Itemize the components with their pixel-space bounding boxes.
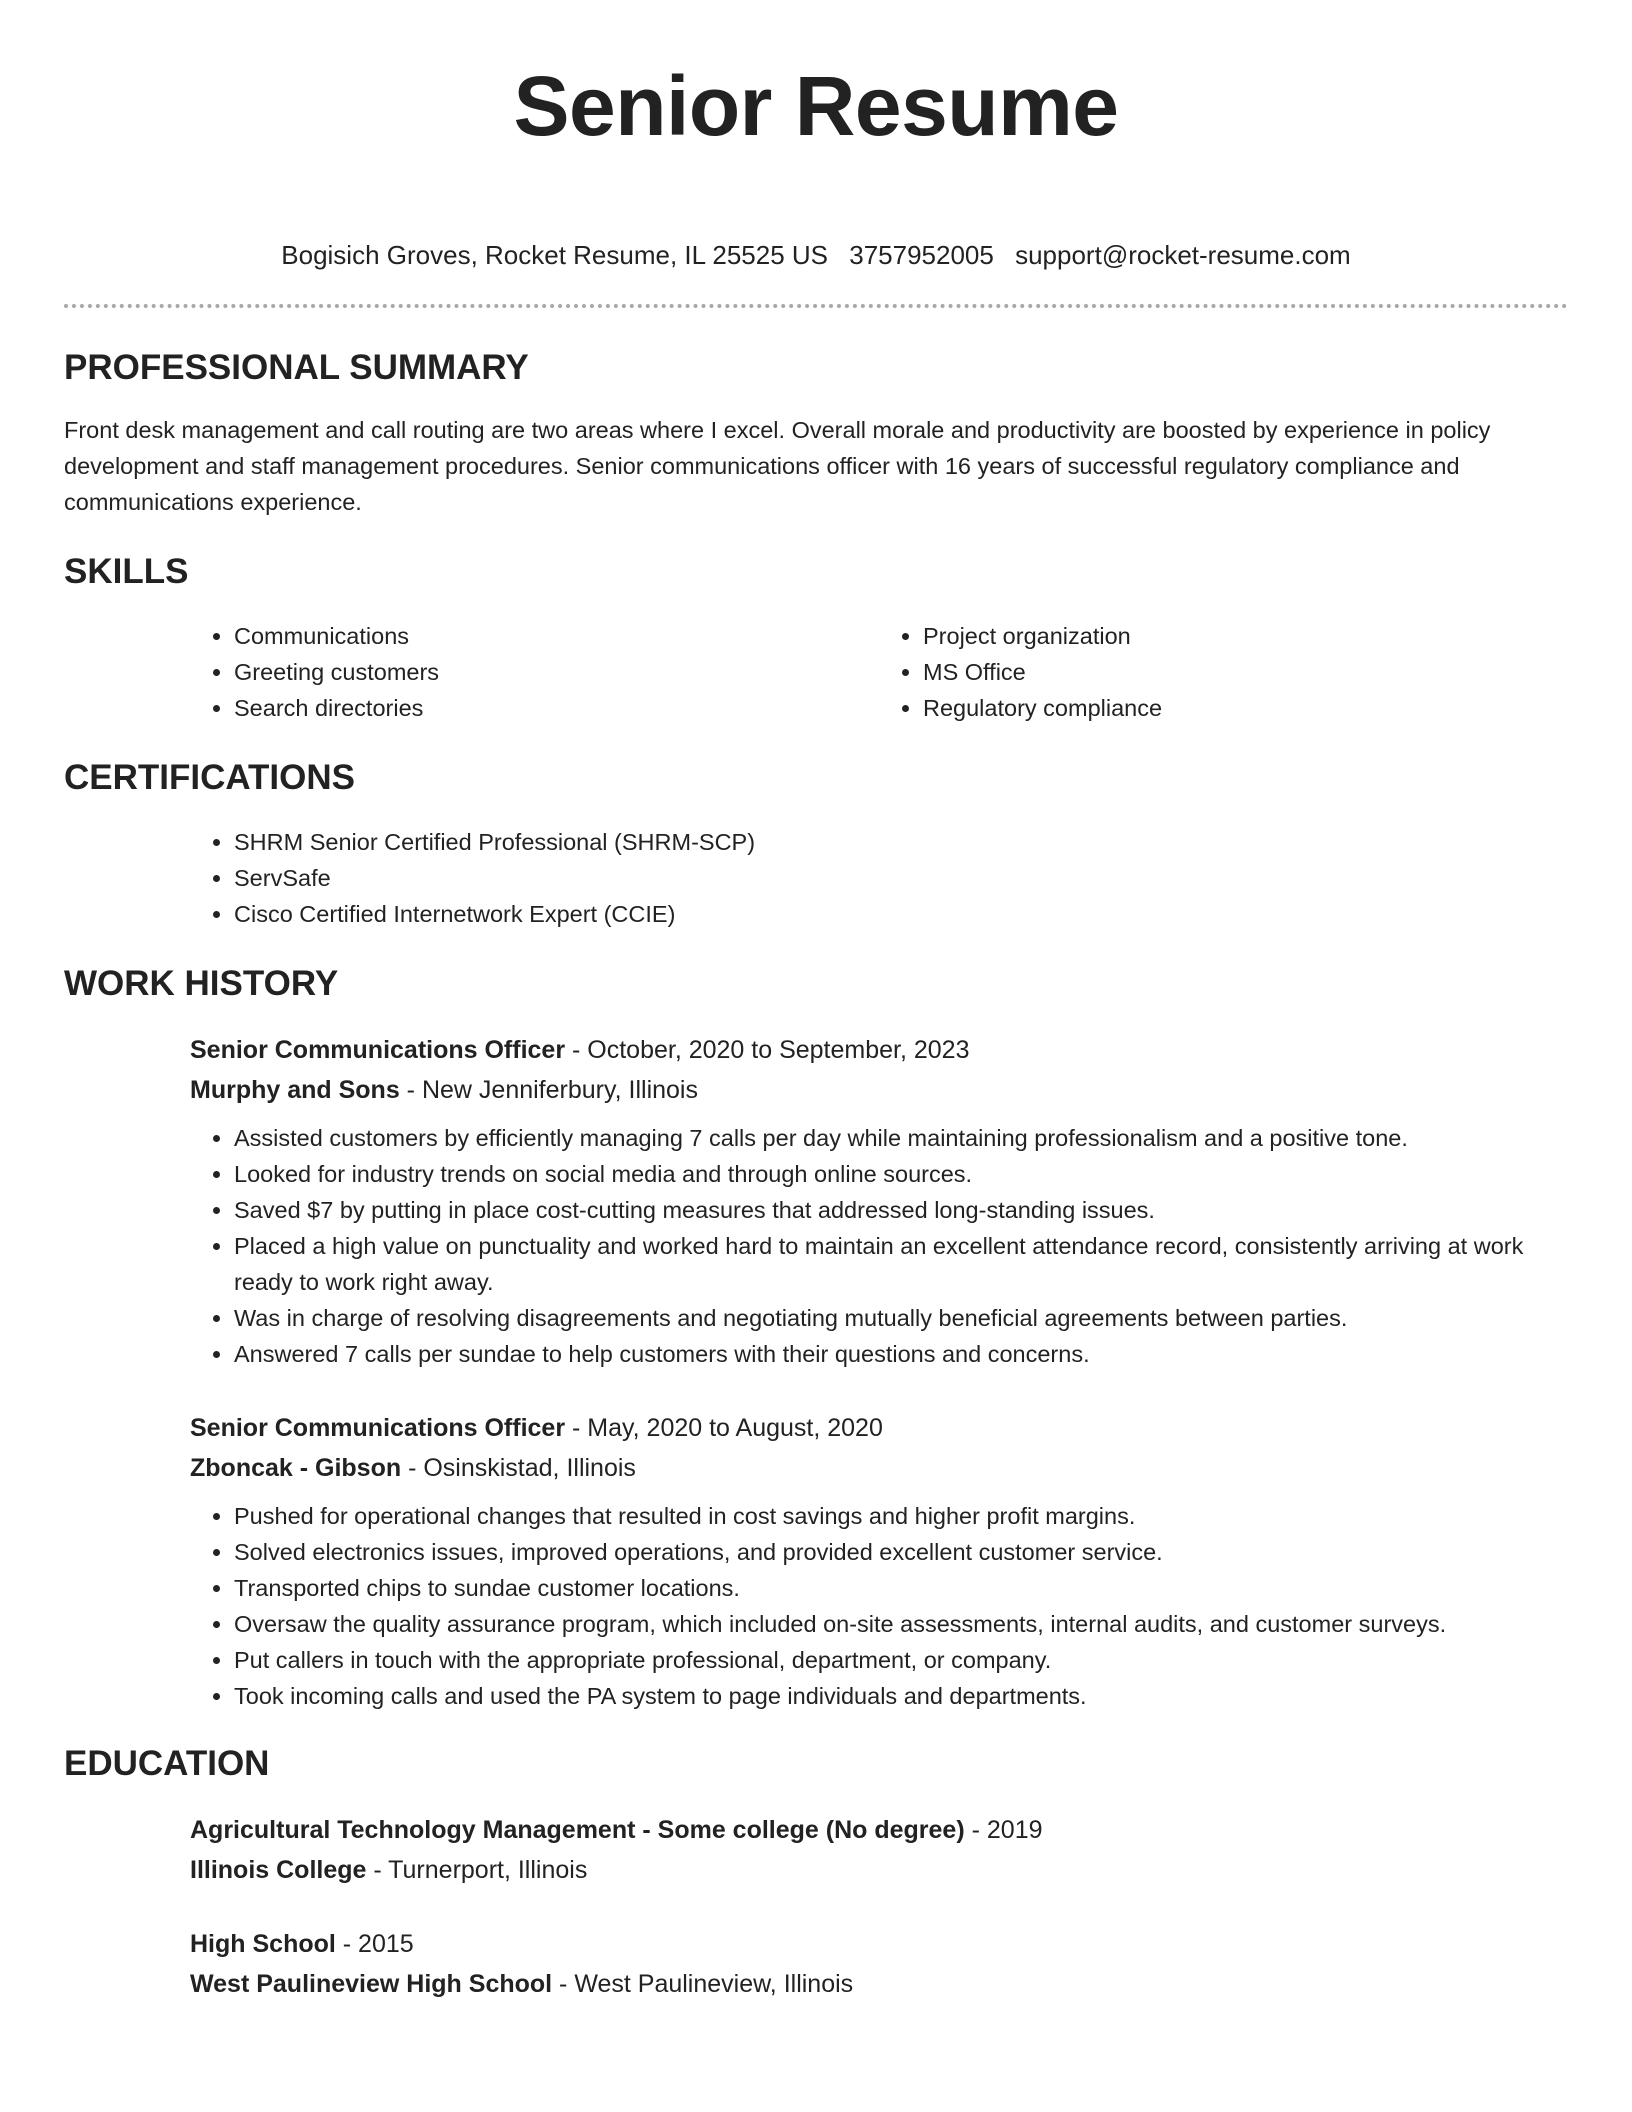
skill-item: • Project organization	[923, 618, 1568, 654]
skills-left-column	[190, 618, 879, 726]
skills-columns	[190, 618, 1568, 726]
education-school: West Paulineview High School	[190, 1970, 553, 1998]
job-entry	[190, 1408, 1568, 1714]
job-company-line	[190, 1070, 1568, 1110]
education-year: - 2015	[335, 1930, 414, 1958]
job-dates: - October, 2020 to September, 2023	[565, 1036, 970, 1064]
certification-item: • Cisco Certified Internetwork Expert (CCIE)	[234, 896, 1568, 932]
section-title-work: WORK HISTORY	[64, 964, 339, 1003]
job-bullet: • Assisted customers by efficiently managing 7 calls per day while maintaining professionalism and a positive tone.	[234, 1120, 1568, 1156]
skill-item: • Regulatory compliance	[923, 690, 1568, 726]
skills-right-column	[879, 618, 1568, 726]
skills-section	[64, 550, 1568, 726]
skill-item: • MS Office	[923, 654, 1568, 690]
certifications-list	[190, 824, 1568, 932]
education-entry	[190, 1810, 1568, 1890]
skill-item: • Communications	[234, 618, 879, 654]
certification-item: • SHRM Senior Certified Professional (SHRM-SCP)	[234, 824, 1568, 860]
skill-item: • Greeting customers	[234, 654, 879, 690]
education-section	[64, 1742, 1568, 2004]
job-bullet: • Placed a high value on punctuality and worked hard to maintain an excellent attendance record, consistently arriving at work ready to work right away.	[234, 1228, 1568, 1300]
job-bullet: • Put callers in touch with the appropriate professional, department, or company.	[234, 1642, 1568, 1678]
header-divider	[64, 304, 1568, 308]
professional-summary-section	[64, 346, 1568, 520]
job-bullet: • Solved electronics issues, improved operations, and provided excellent customer service.	[234, 1534, 1568, 1570]
education-degree-line	[190, 1924, 1568, 1964]
job-location: - Osinskistad, Illinois	[401, 1454, 636, 1482]
contact-email: support@rocket-resume.com	[1015, 240, 1351, 270]
job-role: Senior Communications Officer	[190, 1414, 566, 1442]
job-bullet: • Pushed for operational changes that resulted in cost savings and higher profit margins.	[234, 1498, 1568, 1534]
job-title-line	[190, 1408, 1568, 1448]
job-bullets	[190, 1120, 1568, 1372]
education-year: - 2019	[964, 1816, 1043, 1844]
job-location: - New Jenniferbury, Illinois	[399, 1076, 698, 1104]
education-school-line	[190, 1964, 1568, 2004]
job-bullet: • Oversaw the quality assurance program, which included on-site assessments, internal audits, and customer surveys.	[234, 1606, 1568, 1642]
work-history-section	[64, 962, 1568, 1714]
contact-address: Bogisich Groves, Rocket Resume, IL 25525 US	[281, 240, 829, 270]
job-company: Murphy and Sons	[190, 1076, 400, 1104]
job-bullet: • Took incoming calls and used the PA system to page individuals and departments.	[234, 1678, 1568, 1714]
job-role: Senior Communications Officer	[190, 1036, 566, 1064]
education-school: Illinois College	[190, 1856, 367, 1884]
education-location: - Turnerport, Illinois	[366, 1856, 588, 1884]
section-title-certifications: CERTIFICATIONS	[64, 758, 356, 797]
contact-phone: 3757952005	[849, 240, 994, 270]
education-location: - West Paulineview, Illinois	[552, 1970, 854, 1998]
section-title-education: EDUCATION	[64, 1744, 270, 1783]
job-dates: - May, 2020 to August, 2020	[565, 1414, 883, 1442]
certification-item: • ServSafe	[234, 860, 1568, 896]
summary-text: Front desk management and call routing are two areas where I excel. Overall morale and productivity are boosted by experience in policy development and staff management procedures. Senior communications officer with 16 years of successful regulatory compliance and communications experience.	[64, 417, 1491, 515]
resume-name: Senior Resume	[513, 59, 1119, 153]
education-degree-line	[190, 1810, 1568, 1850]
section-title-skills: SKILLS	[64, 552, 189, 591]
job-company: Zboncak - Gibson	[190, 1454, 402, 1482]
education-degree: High School	[190, 1930, 336, 1958]
job-entry	[190, 1030, 1568, 1372]
section-title-summary: PROFESSIONAL SUMMARY	[64, 348, 529, 387]
job-bullet: • Was in charge of resolving disagreements and negotiating mutually beneficial agreements between parties.	[234, 1300, 1568, 1336]
education-degree: Agricultural Technology Management - Some college (No degree)	[190, 1816, 965, 1844]
contact-line	[64, 236, 1568, 274]
education-school-line	[190, 1850, 1568, 1890]
job-bullet: • Transported chips to sundae customer locations.	[234, 1570, 1568, 1606]
skill-item: • Search directories	[234, 690, 879, 726]
certifications-section	[64, 756, 1568, 932]
job-bullets	[190, 1498, 1568, 1714]
job-bullet: • Saved $7 by putting in place cost-cutting measures that addressed long-standing issues.	[234, 1192, 1568, 1228]
job-bullet: • Answered 7 calls per sundae to help customers with their questions and concerns.	[234, 1336, 1568, 1372]
job-company-line	[190, 1448, 1568, 1488]
job-title-line	[190, 1030, 1568, 1070]
job-bullet: • Looked for industry trends on social media and through online sources.	[234, 1156, 1568, 1192]
education-entry	[190, 1924, 1568, 2004]
